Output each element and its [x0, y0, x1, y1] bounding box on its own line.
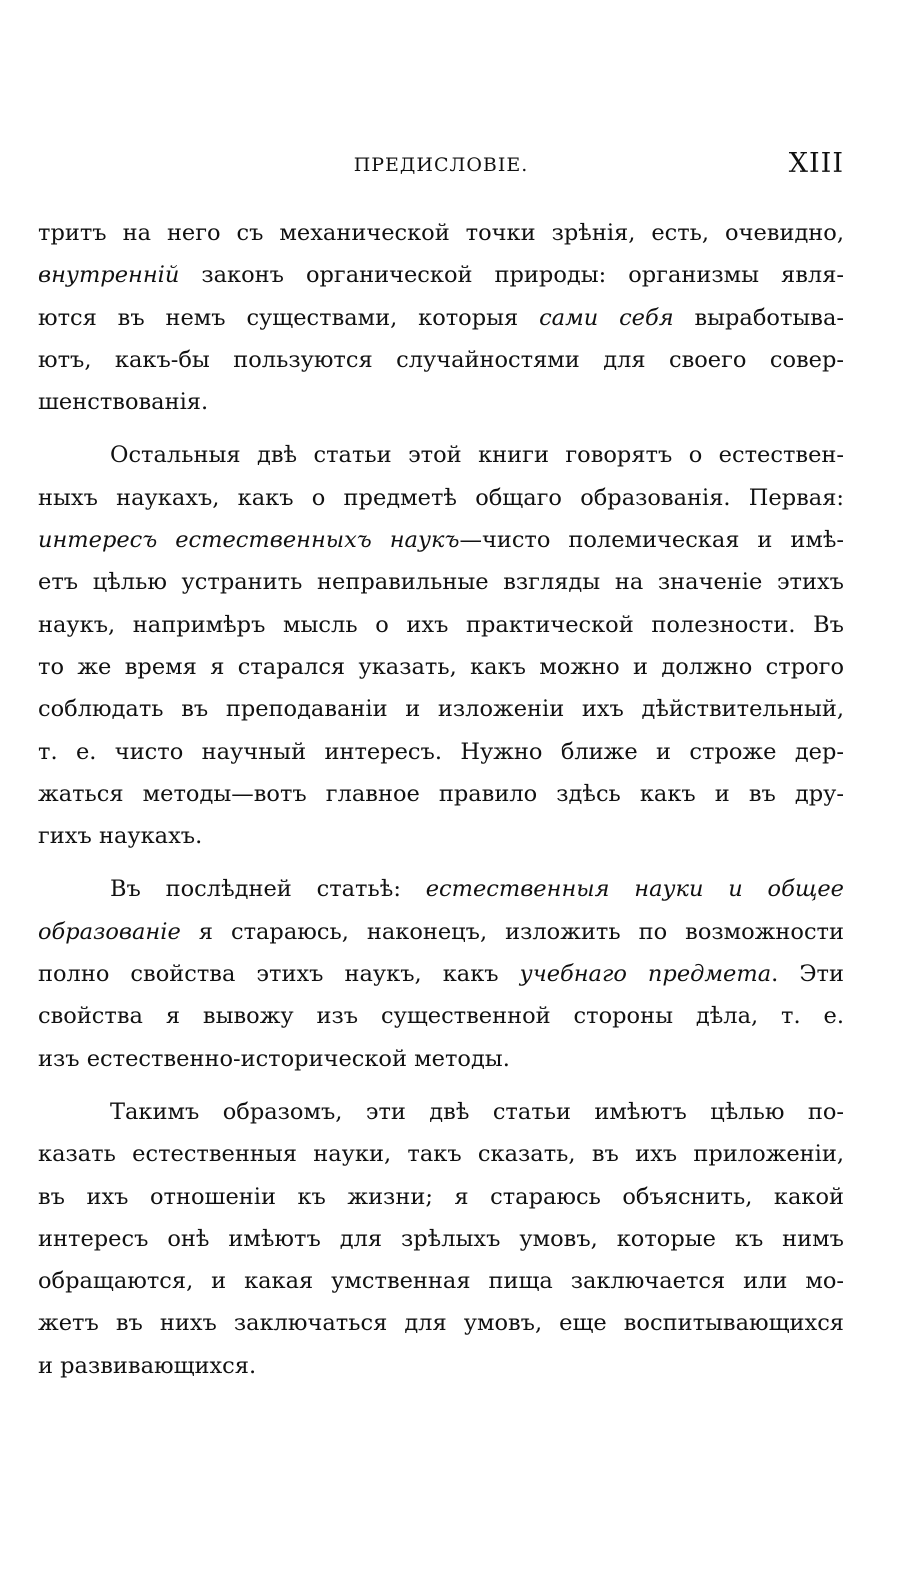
- text-line: шенствованія.: [38, 389, 209, 416]
- text-line: т. е. чисто научный интересъ. Нужно ближе и строже дер-: [38, 738, 844, 765]
- text-line: и развивающихся.: [38, 1352, 257, 1379]
- text-line: въ ихъ отношеніи къ жизни; я стараюсь объяснить, какой: [38, 1183, 844, 1210]
- text-line: гихъ наукахъ.: [38, 823, 203, 850]
- running-head: [38, 148, 844, 182]
- italic-text: внутренній: [38, 262, 180, 289]
- text-line: изъ естественно-исторической методы.: [38, 1045, 510, 1072]
- paragraph: [38, 434, 844, 857]
- italic-text: интересъ естественныхъ наукъ: [38, 527, 460, 554]
- text-line: тритъ на него съ механической точки зрѣнія, есть, очевидно,: [38, 220, 844, 246]
- text-line: соблюдать въ преподаваніи и изложеніи ихъ дѣйствительный,: [38, 696, 844, 723]
- text-line: полно свойства этихъ наукъ, какъ учебнаго предмета. Эти: [38, 961, 844, 988]
- text-line: казать естественныя науки, такъ сказать, въ ихъ приложеніи,: [38, 1141, 844, 1168]
- text-line: свойства я вывожу изъ существенной стороны дѣла, т. е.: [38, 1003, 844, 1030]
- text-line: жетъ въ нихъ заключаться для умовъ, еще воспитывающихся: [38, 1310, 844, 1337]
- text-line: интересъ онѣ имѣютъ для зрѣлыхъ умовъ, которые къ нимъ: [38, 1225, 844, 1252]
- text-line: ютъ, какъ-бы пользуются случайностями для своего совер-: [38, 346, 844, 373]
- paragraph: [38, 1091, 844, 1387]
- text-line: Въ послѣдней статьѣ: естественныя науки и общее: [110, 876, 844, 903]
- text-line: ются въ немъ существами, которыя сами себя выработыва-: [38, 304, 844, 331]
- text-line: то же время я старался указать, какъ можно и должно строго: [38, 653, 844, 680]
- italic-text: учебнаго предмета: [519, 961, 772, 988]
- paragraph: [38, 868, 844, 1079]
- text-line: образованіе я стараюсь, наконецъ, изложить по возможности: [38, 918, 844, 945]
- text-line: Такимъ образомъ, эти двѣ статьи имѣютъ цѣлью по-: [110, 1098, 844, 1125]
- text-line: ныхъ наукахъ, какъ о предметѣ общаго образованія. Первая:: [38, 484, 844, 511]
- page-number: XIII: [788, 148, 844, 179]
- running-title: ПРЕДИСЛОВІЕ.: [353, 154, 529, 176]
- italic-text: сами себя: [539, 304, 674, 331]
- italic-text: естественныя науки и общее: [425, 876, 844, 903]
- italic-text: образованіе: [38, 918, 181, 945]
- text-line: интересъ естественныхъ наукъ—чисто полемическая и имѣ-: [38, 527, 844, 554]
- text-line: етъ цѣлью устранить неправильные взгляды на значеніе этихъ: [38, 569, 844, 596]
- text-line: Остальныя двѣ статьи этой книги говорятъ о естествен-: [110, 442, 844, 469]
- text-line: внутренній законъ органической природы: организмы явля-: [38, 262, 844, 289]
- text-line: обращаются, и какая умственная пища заключается или мо-: [38, 1268, 844, 1295]
- text-line: наукъ, напримѣръ мысль о ихъ практической полезности. Въ: [38, 611, 844, 638]
- text-line: жаться методы—вотъ главное правило здѣсь какъ и въ дру-: [38, 780, 844, 807]
- paragraph: [38, 212, 844, 423]
- body-text: [38, 212, 844, 1387]
